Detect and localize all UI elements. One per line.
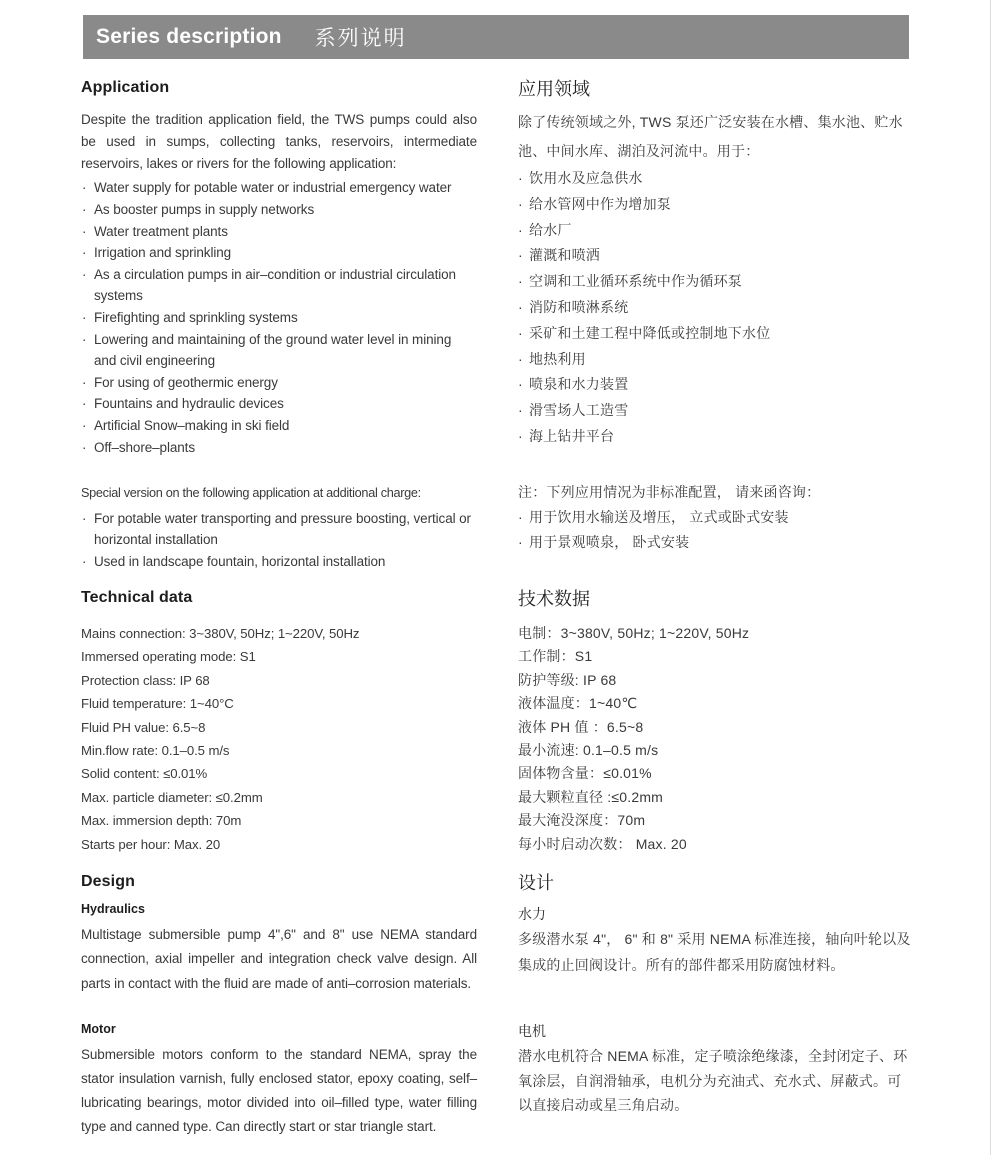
bullet-item: · 用于景观喷泉， 卧式安装: [518, 530, 914, 555]
technical-list-en: [81, 622, 477, 856]
bullet-item: · 采矿和土建工程中降低或控制地下水位: [518, 321, 914, 347]
bullet-item: · 给水管网中作为增加泵: [518, 192, 914, 218]
motor-text-en: Submersible motors conform to the standard NEMA, spray the stator insulation varnish, fully enclosed stator, epoxy coating, self–lubricating bearings, motor divided into oil–filled type, water filling type and canned type. Can directly start or star triangle start.: [81, 1047, 477, 1135]
design-heading-en: Design: [81, 873, 135, 890]
special-bullet-list-en: [81, 508, 477, 573]
bullet-item: · 饮用水及应急供水: [518, 166, 914, 192]
tech-line: Max. immersion depth: 70m: [81, 813, 242, 829]
bullet-item: · 滑雪场人工造雪: [518, 398, 914, 424]
bullet-item: · 空调和工业循环系统中作为循环泵: [518, 269, 914, 295]
application-bullet-list-zh: [518, 166, 914, 450]
special-version-block-en: [81, 483, 477, 572]
bullet-item: · As a circulation pumps in air–condition or industrial circulation systems: [81, 264, 477, 307]
bullet-item: · Off–shore–plants: [81, 437, 477, 459]
page-edge-line: [990, 0, 991, 1155]
tech-line: 最小流速: 0.1–0.5 m/s: [518, 742, 659, 759]
special-intro-en: Special version on the following application at additional charge:: [81, 486, 421, 501]
motor-text-zh: 潜水电机符合 NEMA 标准，定子喷涂绝缘漆，全封闭定子、环氧涂层，自润滑轴承，电机分为充油式、充水式、屏蔽式。可以直接启动或星三角启动。: [518, 1048, 908, 1113]
tech-line: Fluid PH value: 6.5~8: [81, 719, 206, 735]
tech-line: Solid content: ≤0.01%: [81, 766, 208, 782]
tech-line: 液体温度：1~40℃: [518, 695, 638, 712]
tech-line: 每小时启动次数： Max. 20: [518, 835, 687, 852]
technical-list-zh: [518, 622, 914, 856]
technical-heading-en: Technical data: [81, 589, 193, 606]
header-title-zh: 系列说明: [314, 27, 407, 50]
design-section-zh: [518, 872, 914, 1118]
bullet-item: · Fountains and hydraulic devices: [81, 393, 477, 415]
application-intro-zh: 除了传统领域之外, TWS 泵还广泛安装在水槽、集水池、贮水池、中间水库、湖泊及河流中。用于：: [518, 114, 903, 159]
bullet-item: · 地热利用: [518, 347, 914, 373]
bullet-item: · Used in landscape fountain, horizontal installation: [81, 551, 477, 573]
note-block-zh: [518, 480, 914, 555]
hydraulics-heading-en: Hydraulics: [81, 902, 145, 916]
tech-line: 最大淹没深度：70m: [518, 812, 646, 829]
bullet-item: · Irrigation and sprinkling: [81, 242, 477, 264]
hydraulics-heading-zh: 水力: [518, 906, 546, 922]
bullet-item: · 海上钻井平台: [518, 424, 914, 450]
tech-line: Fluid temperature: 1~40°C: [81, 696, 234, 712]
bullet-item: · 消防和喷淋系统: [518, 295, 914, 321]
note-intro-zh: 注：下列应用情况为非标准配置， 请来函咨询：: [518, 483, 821, 500]
bullet-item: · Lowering and maintaining of the ground water level in mining and civil engineering: [81, 329, 477, 372]
tech-line: 固体物含量：≤0.01%: [518, 765, 652, 782]
section-header-bar: [83, 15, 909, 59]
motor-heading-en: Motor: [81, 1022, 116, 1037]
note-bullet-list-zh: [518, 505, 914, 555]
tech-line: Starts per hour: Max. 20: [81, 836, 221, 852]
application-bullet-list-en: [81, 177, 477, 458]
tech-line: Max. particle diameter: ≤0.2mm: [81, 789, 263, 805]
application-section-en: [81, 78, 477, 572]
motor-heading-zh: 电机: [518, 1023, 546, 1039]
motor-block-en: [81, 1021, 477, 1139]
tech-line: 液体 PH 值 ：6.5~8: [518, 718, 644, 735]
header-title-en: Series description: [96, 25, 282, 48]
tech-line: 最大颗粒直径 :≤0.2mm: [518, 788, 664, 805]
bullet-item: · Water supply for potable water or industrial emergency water: [81, 177, 477, 199]
bullet-item: · Artificial Snow–making in ski field: [81, 415, 477, 437]
tech-line: Immersed operating mode: S1: [81, 649, 256, 665]
tech-line: Protection class: IP 68: [81, 672, 210, 688]
bullet-item: · 灌溉和喷洒: [518, 243, 914, 269]
bullet-item: · 给水厂: [518, 218, 914, 244]
technical-heading-zh: 技术数据: [518, 589, 590, 609]
application-heading-zh: 应用领域: [518, 79, 590, 99]
bullet-item: · For potable water transporting and pressure boosting, vertical or horizontal installation: [81, 508, 477, 551]
bullet-item: · For using of geothermic energy: [81, 372, 477, 394]
design-heading-zh: 设计: [518, 873, 554, 893]
hydraulics-text-zh: 多级潜水泵 4"， 6" 和 8" 采用 NEMA 标准连接，轴向叶轮以及集成的止回阀设计。所有的部件都采用防腐蚀材料。: [518, 931, 911, 973]
bullet-item: · Firefighting and sprinkling systems: [81, 307, 477, 329]
bullet-item: · 用于饮用水输送及增压， 立式或卧式安装: [518, 505, 914, 530]
application-intro-en: Despite the tradition application field, the TWS pumps could also be used in sumps, collecting tanks, reservoirs, intermediate reservoirs, lakes or rivers for the following application:: [81, 112, 477, 171]
technical-data-section-en: [81, 588, 477, 856]
motor-block-zh: [518, 1022, 914, 1118]
bullet-item: · Water treatment plants: [81, 221, 477, 243]
tech-line: 电制：3~380V, 50Hz; 1~220V, 50Hz: [518, 625, 750, 641]
bullet-item: · As booster pumps in supply networks: [81, 199, 477, 221]
bullet-item: · 喷泉和水力装置: [518, 372, 914, 398]
tech-line: Mains connection: 3~380V, 50Hz; 1~220V, 50Hz: [81, 626, 360, 641]
application-section-zh: [518, 78, 914, 555]
tech-line: 工作制：S1: [518, 648, 593, 665]
design-section-en: [81, 872, 477, 1139]
hydraulics-text-en: Multistage submersible pump 4",6" and 8" use NEMA standard connection, axial impeller and integration check valve design. All parts in contact with the fluid are made of anti–corrosion materials.: [81, 927, 477, 991]
tech-line: Min.flow rate: 0.1–0.5 m/s: [81, 743, 230, 759]
technical-data-section-zh: [518, 588, 914, 856]
application-heading-en: Application: [81, 79, 170, 96]
tech-line: 防护等级: IP 68: [518, 671, 617, 688]
